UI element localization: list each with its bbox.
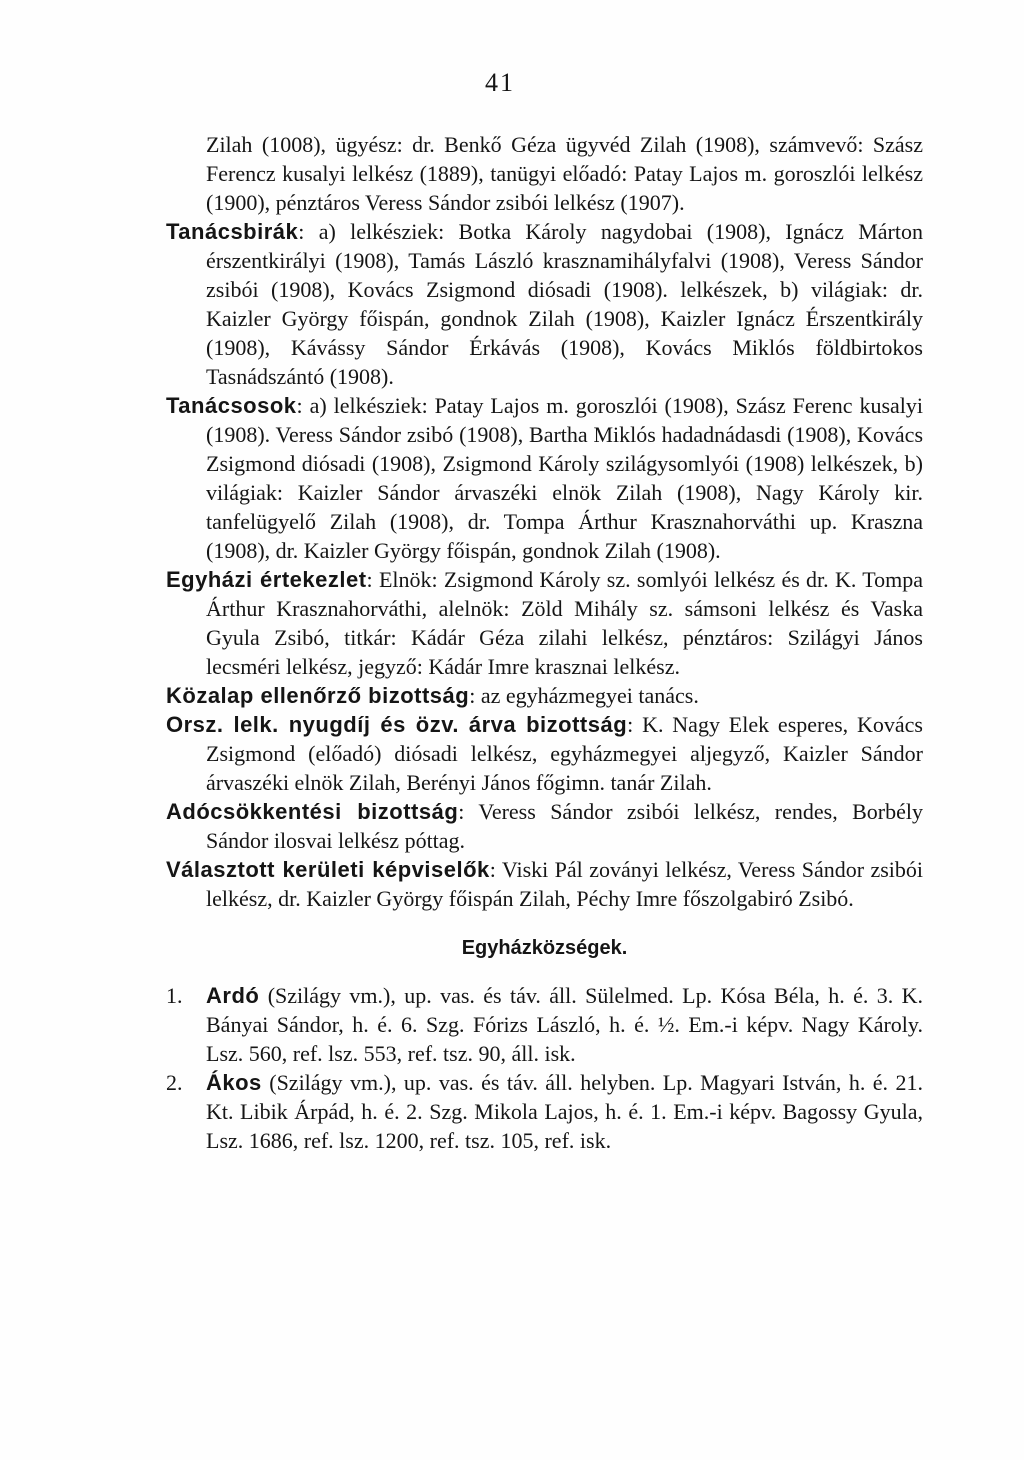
paragraph-text: : a) lelkésziek: Patay Lajos m. goroszlói (1908), Szász Ferenc kusalyi (1908). Veress Sándor zsibó (1908), Bartha Miklós hadadnádasdi (1908), Kovács Zsigmond diósadi (1908), Zsigmond Károly szilágysomlyói (1908) lelkészek, b) világiak: Kaizler Sándor árvaszéki elnök Zilah (1908), Nagy Károly kir. tanfelügyelő Zilah (1908), dr. Tompa Árthur Krasznahorváthi up. Kraszna (1908), dr. Kaizler György főispán, gondnok Zilah (1908). xyxy=(206,393,923,563)
entry-number: 1. xyxy=(166,983,183,1008)
paragraph-kepviselok xyxy=(166,855,923,913)
paragraph-text: : Viski Pál zoványi lelkész, Veress Sándor zsibói lelkész, dr. Kaizler György főispán Zilah, Péchy Imre főszolgabiró Zsibó. xyxy=(206,857,923,911)
entry-name: Ákos xyxy=(206,1070,262,1095)
paragraph-text: : K. Nagy Elek esperes, Kovács Zsigmond (előadó) diósadi lelkész, egyházmegyei aljegyző, Kaizler Sándor árvaszéki elnök Zilah, Berényi János főgimn. tanár Zilah. xyxy=(206,712,923,795)
paragraph-kozalap xyxy=(166,681,923,710)
entry-number: 2. xyxy=(166,1070,183,1095)
paragraph-label: Orsz. lelk. nyugdíj és özv. árva bizottság xyxy=(166,712,628,737)
paragraph-label: Közalap ellenőrző bizottság xyxy=(166,683,470,708)
entry-text: (Szilágy vm.), up. vas. és táv. áll. Sülelmed. Lp. Kósa Béla, h. é. 3. K. Bányai Sándor, h. é. 6. Szg. Fórizs László, h. é. ½. Em.-i képv. Nagy Károly. Lsz. 560, ref. lsz. 553, ref. tsz. 90, áll. isk. xyxy=(206,983,923,1066)
paragraph-text: : a) lelkésziek: Botka Károly nagydobai (1908), Ignácz Márton érszentkirályi (1908), Tamás László krasznamihályfalvi (1908), Veress Sándor zsibói (1908), Kovács Zsigmond diósadi (1908). lelkészek, b) világiak: dr. Kaizler György főispán, gondnok Zilah (1908), Kaizler Ignácz Érszentkirály (1908), Kávássy Sándor Érkávás (1908), Kovács Miklós földbirtokos Tasnádszántó (1908). xyxy=(206,219,923,389)
paragraph-label: Választott kerületi képviselők xyxy=(166,857,490,882)
paragraph-label: Tanácsbirák xyxy=(166,219,299,244)
paragraph-tanacsbirak xyxy=(166,217,923,391)
entry-name: Ardó xyxy=(206,983,260,1008)
section-title: Egyházközségek. xyxy=(461,937,628,959)
page-number: 41 xyxy=(485,68,515,97)
paragraph-text: Zilah (1008), ügyész: dr. Benkő Géza ügyvéd Zilah (1908), számvevő: Szász Ferencz kusalyi lelkész (1889), tanügyi előadó: Patay Lajos m. goroszlói lelkész (1900), pénztáros Veress Sándor zsibói lelkész (1907). xyxy=(206,132,923,215)
entry-text: (Szilágy vm.), up. vas. és táv. áll. helyben. Lp. Magyari István, h. é. 21. Kt. Libik Árpád, h. é. 2. Szg. Mikola Lajos, h. é. 1. Em.-i képv. Bagossy Gyula, Lsz. 1686, ref. lsz. 1200, ref. tsz. 105, ref. isk. xyxy=(206,1070,923,1153)
paragraph-intro xyxy=(166,130,923,217)
paragraph-nyugdij-bizottsag xyxy=(166,710,923,797)
paragraph-text: : Elnök: Zsigmond Károly sz. somlyói lelkész és dr. K. Tompa Árthur Krasznahorváthi, alelnök: Zöld Mihály sz. sámsoni lelkész és Vaska Gyula Zsibó, titkár: Kádár Géza zilahi lelkész, pénztáros: Szilágyi János lecsméri lelkész, jegyző: Kádár Imre krasznai lelkész. xyxy=(206,567,924,679)
paragraph-tanacsosok xyxy=(166,391,923,565)
paragraph-label: Adócsökkentési bizottság xyxy=(166,799,459,824)
list-item xyxy=(166,1068,923,1155)
paragraph-label: Egyházi értekezlet xyxy=(166,567,367,592)
paragraph-label: Tanácsosok xyxy=(166,393,297,418)
list-item xyxy=(166,981,923,1068)
paragraph-text: : az egyházmegyei tanács. xyxy=(469,683,699,708)
page-body xyxy=(166,130,923,1155)
paragraph-adocsokkentesi xyxy=(166,797,923,855)
paragraph-egyhazi-ertekezlet xyxy=(166,565,923,681)
paragraph-text: : Veress Sándor zsibói lelkész, rendes, Borbély Sándor ilosvai lelkész póttag. xyxy=(206,799,923,853)
